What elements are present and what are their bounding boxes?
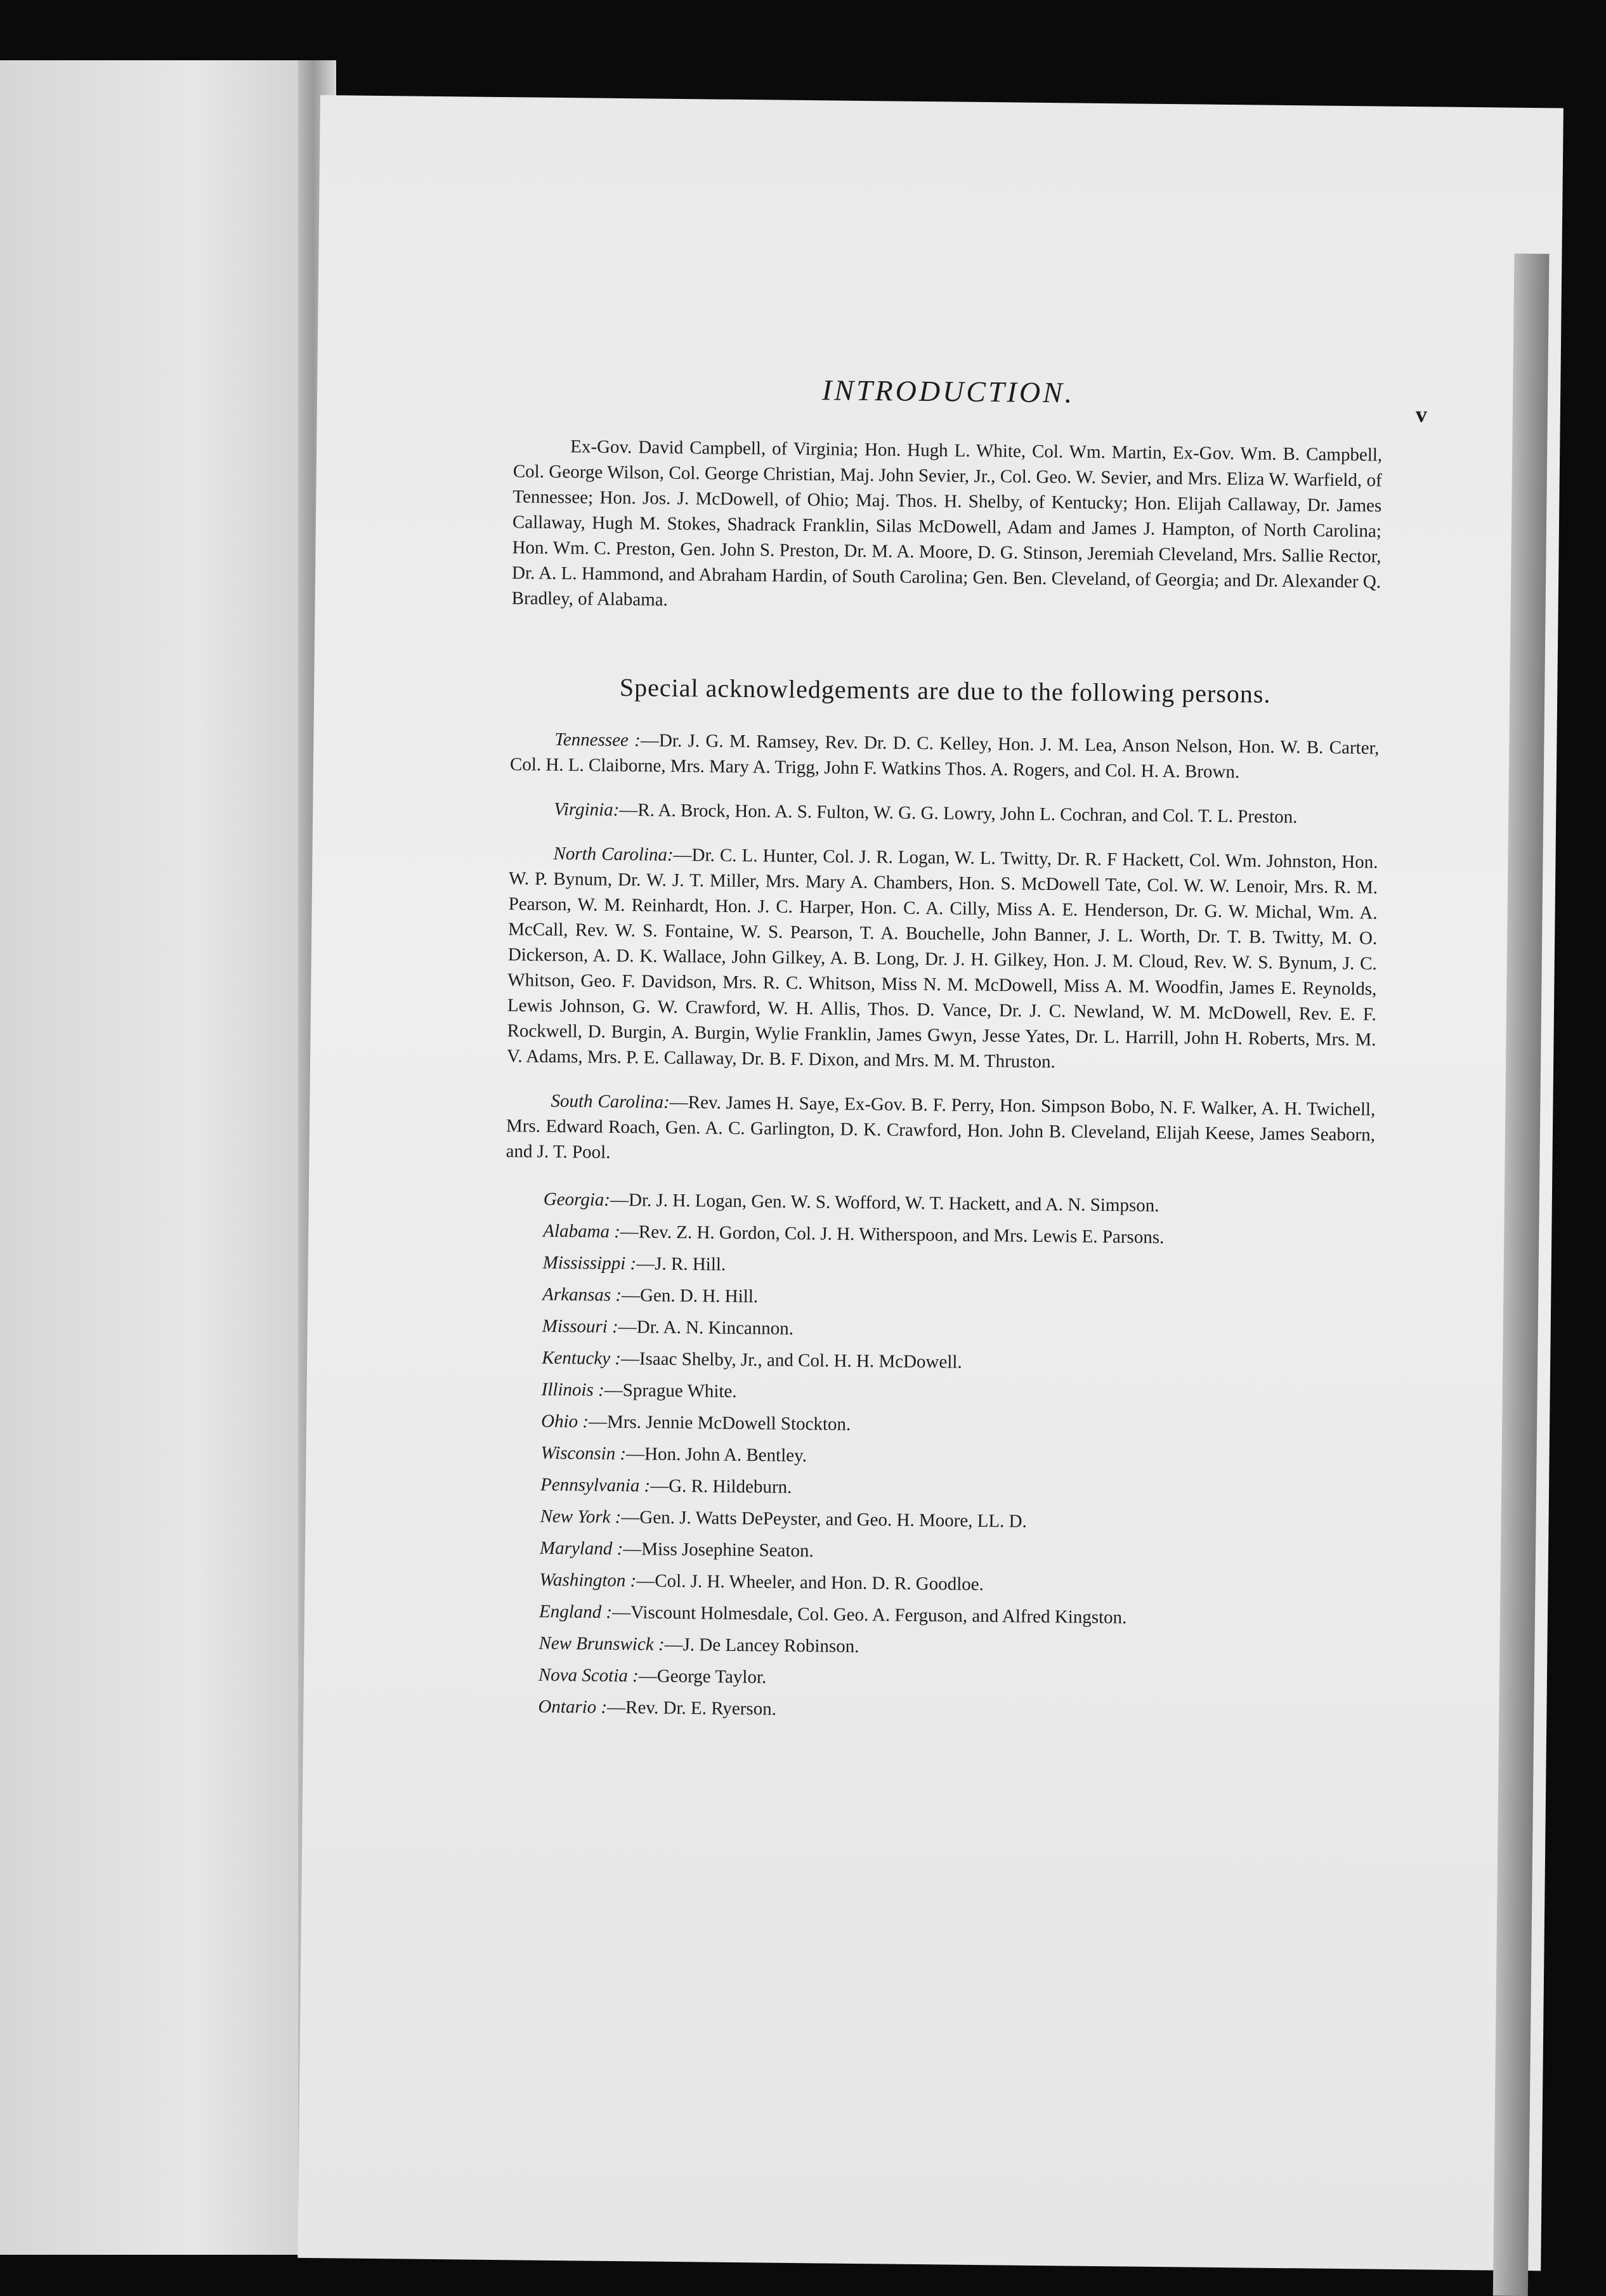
state-label: Pennsylvania : bbox=[540, 1474, 651, 1496]
state-label: Illinois : bbox=[541, 1379, 604, 1400]
ack-names: —Col. J. H. Wheeler, and Hon. D. R. Goodloe. bbox=[636, 1570, 984, 1595]
state-label: Kentucky : bbox=[542, 1347, 622, 1369]
ack-paragraph bbox=[506, 1088, 1375, 1173]
ack-names: —George Taylor. bbox=[638, 1666, 767, 1688]
page-edge bbox=[1493, 254, 1550, 2296]
ack-paragraph bbox=[510, 726, 1380, 786]
state-label: Maryland : bbox=[539, 1537, 623, 1560]
state-label: Wisconsin : bbox=[540, 1442, 627, 1464]
state-label: Virginia: bbox=[554, 799, 620, 820]
ack-paragraph bbox=[507, 840, 1378, 1078]
state-label: Ohio : bbox=[540, 1411, 589, 1432]
ack-names: —Dr. A. N. Kincannon. bbox=[618, 1317, 794, 1339]
ack-names: —Isaac Shelby, Jr., and Col. H. H. McDowell. bbox=[620, 1348, 962, 1373]
state-label: Georgia: bbox=[543, 1189, 611, 1210]
ack-names: —Dr. C. L. Hunter, Col. J. R. Logan, W. L. Twitty, Dr. R. F Hackett, Col. Wm. Johnston, Hon. W. P. Bynum, Dr. W. J. T. Miller, Mrs. Mary A. Chambers, Hon. S. McDowell Tate, Col. W. W. Lenoir, Mrs. R. M. Pearson, W. M. Reinhardt, Hon. J. C. Harper, Hon. C. A. Cilly, Miss A. E. Henderson, Dr. G. W. Michal, Wm. A. McCall, Rev. W. S. Fontaine, W. S. Pearson, T. A. Bouchelle, John Banner, J. L. Worth, Dr. T. B. Twitty, M. O. Dickerson, A. D. K. Wallace, John Gilkey, A. B. Long, Dr. J. H. Gilkey, Hon. J. M. Cloud, Rev. W. S. Bynum, J. C. Whitson, Geo. F. Davidson, Mrs. R. C. Whitson, Miss N. M. McDowell, Miss A. M. Woodfin, James E. Reynolds, Lewis Johnson, G. W. Crawford, W. H. Allis, Thos. D. Vance, Dr. J. C. Newland, W. M. McDowell, Rev. E. F. Rockwell, D. Burgin, A. Burgin, Wylie Franklin, James Gwyn, Jesse Yates, Dr. L. Harrill, John H. Roberts, Mrs. M. V. Adams, Mrs. P. E. Callaway, Dr. B. F. Dixon, and Mrs. M. M. Thruston. bbox=[506, 844, 1378, 1073]
intro-paragraph: Ex-Gov. David Campbell, of Virginia; Hon. Hugh L. White, Col. Wm. Martin, Ex-Gov. Wm. B. Campbell, Col. George Wilson, Col. George Christian, Maj. John Sevier, Jr., Col. Geo. W. Sevier, and Mrs. Eliza W. Warfield, of Tennessee; Hon. Jos. J. McDowell, of Ohio; Maj. Thos. H. Shelby, of Kentucky; Hon. Elijah Callaway, Dr. James Callaway, Hugh M. Stokes, Shadrack Franklin, Silas McDowell, Adam and James J. Hampton, of North Carolina; Hon. Wm. C. Preston, Gen. John S. Preston, Dr. M. A. Moore, D. G. Stinson, Jeremiah Cleveland, Mrs. Sallie Rector, Dr. A. L. Hammond, and Abraham Hardin, of South Carolina; Gen. Ben. Cleveland, of Georgia; and Dr. Alexander Q. Bradley, of Alabama. bbox=[511, 436, 1383, 610]
page-content bbox=[500, 370, 1428, 1731]
state-label: Washington : bbox=[539, 1569, 637, 1591]
ack-names: —G. R. Hildeburn. bbox=[650, 1475, 792, 1497]
state-label: Nova Scotia : bbox=[538, 1664, 639, 1686]
state-label: England : bbox=[539, 1601, 613, 1622]
state-label: South Carolina: bbox=[551, 1090, 670, 1112]
state-label: Alabama : bbox=[543, 1220, 621, 1243]
ack-names: —Miss Josephine Seaton. bbox=[623, 1539, 814, 1562]
state-label: Arkansas : bbox=[542, 1284, 622, 1306]
ack-names: —Rev. Z. H. Gordon, Col. J. H. Witherspoon, and Mrs. Lewis E. Parsons. bbox=[620, 1222, 1165, 1248]
left-page bbox=[0, 60, 320, 2255]
ack-names: —J. R. Hill. bbox=[636, 1253, 726, 1275]
ack-names: —Dr. J. G. M. Ramsey, Rev. Dr. D. C. Kelley, Hon. J. M. Lea, Anson Nelson, Hon. W. B. Carter, Col. H. L. Claiborne, Mrs. Mary A. Trigg, John F. Watkins Thos. A. Rogers, and Col. H. A. Brown. bbox=[509, 730, 1380, 783]
page-header bbox=[514, 370, 1428, 436]
ack-names: —Viscount Holmesdale, Col. Geo. A. Ferguson, and Alfred Kingston. bbox=[611, 1601, 1127, 1628]
ack-names: —Rev. James H. Saye, Ex-Gov. B. F. Perry, Hon. Simpson Bobo, N. F. Walker, A. H. Twichell, Mrs. Edward Roach, Gen. A. C. Garlington, D. K. Crawford, Hon. John B. Cleveland, Elijah Keese, James Seaborn, and J. T. Pool. bbox=[506, 1092, 1376, 1163]
ack-names: —Rev. Dr. E. Ryerson. bbox=[606, 1697, 777, 1719]
ack-names: —Mrs. Jennie McDowell Stockton. bbox=[588, 1411, 851, 1435]
special-heading: Special acknowledgements are due to the following persons. bbox=[619, 672, 1271, 708]
state-label: Ontario : bbox=[538, 1696, 608, 1718]
state-label: Mississippi : bbox=[542, 1252, 637, 1274]
right-page bbox=[297, 95, 1564, 2271]
ack-names: —J. De Lancey Robinson. bbox=[664, 1634, 859, 1657]
state-label: Tennessee : bbox=[554, 729, 641, 751]
state-label: New York : bbox=[540, 1506, 622, 1528]
ack-paragraph bbox=[509, 796, 1378, 830]
ack-names: —Hon. John A. Bentley. bbox=[625, 1444, 807, 1466]
ack-names: —R. A. Brock, Hon. A. S. Fulton, W. G. G. Lowry, John L. Cochran, and Col. T. L. Preston. bbox=[619, 799, 1298, 828]
running-head: INTRODUCTION. bbox=[821, 374, 1075, 409]
ack-names: —Dr. J. H. Logan, Gen. W. S. Wofford, W. T. Hackett, and A. N. Simpson. bbox=[610, 1189, 1159, 1216]
ack-names: —Sprague White. bbox=[604, 1380, 737, 1402]
state-label: New Brunswick : bbox=[539, 1633, 665, 1655]
state-label: North Carolina: bbox=[553, 843, 674, 865]
ack-names: —Gen. J. Watts DePeyster, and Geo. H. Moore, LL. D. bbox=[621, 1507, 1028, 1532]
ack-names: —Gen. D. H. Hill. bbox=[621, 1285, 759, 1307]
state-label: Missouri : bbox=[542, 1315, 618, 1338]
short-ack-list bbox=[500, 1183, 1374, 1731]
page-number: v bbox=[1415, 401, 1428, 427]
